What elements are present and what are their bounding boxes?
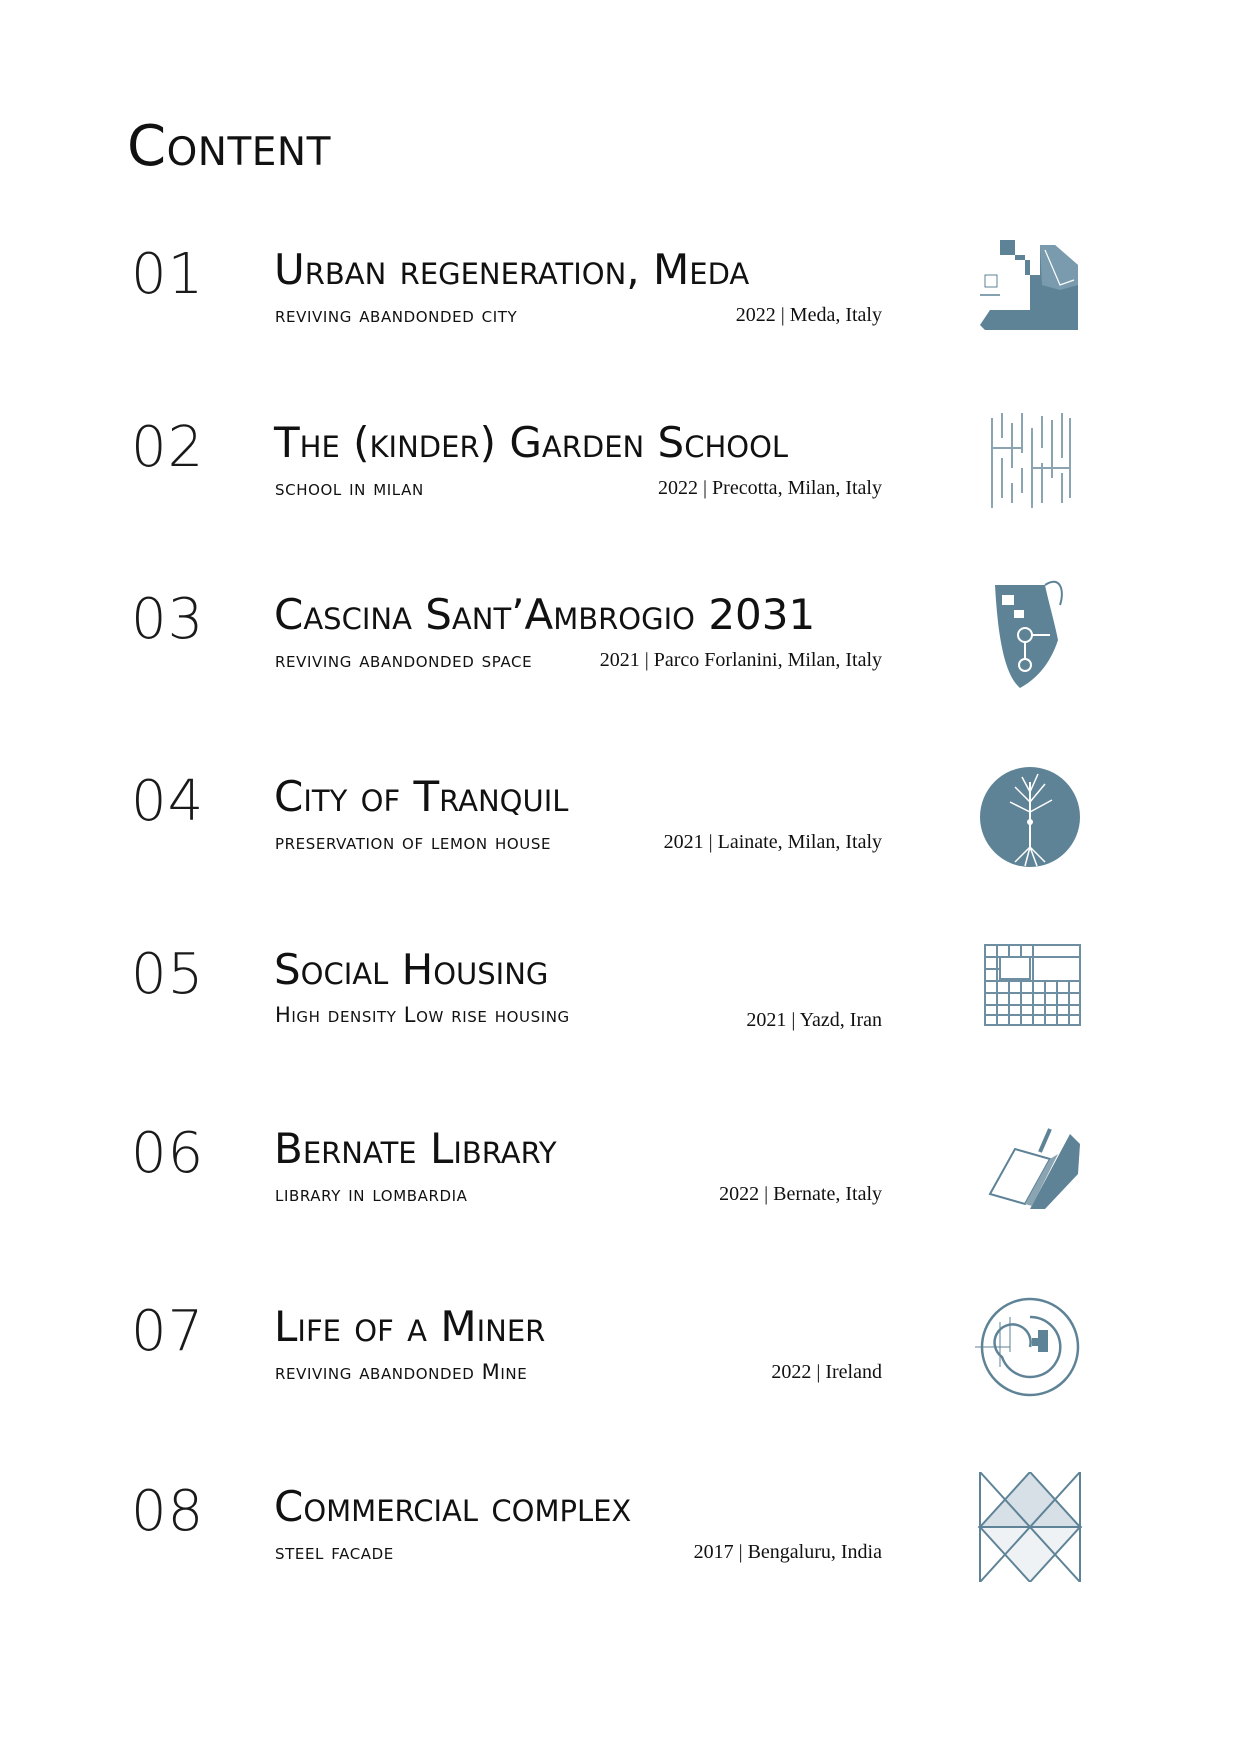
site-plan-icon (970, 235, 1090, 345)
entry-number: 01 (131, 242, 205, 307)
entry-number: 07 (131, 1299, 205, 1364)
triangle-pattern-icon (970, 1472, 1090, 1582)
spiral-circle-icon (970, 1292, 1090, 1402)
entry-number: 05 (131, 942, 205, 1007)
entry-title: Urban regeneration, Meda (274, 245, 750, 294)
entry-meta: 2022 | Meda, Italy (735, 304, 882, 326)
entry-title: The (kinder) Garden School (274, 418, 789, 467)
folded-planes-icon (970, 1114, 1090, 1224)
entry-meta: 2022 | Bernate, Italy (719, 1183, 882, 1205)
entry-meta: 2021 | Parco Forlanini, Milan, Italy (599, 649, 882, 671)
grid-housing-icon (970, 935, 1090, 1045)
content-entry-05[interactable] (0, 942, 1240, 1055)
content-entry-07[interactable] (0, 1299, 1240, 1412)
entry-subtitle: reviving abandonded Mine (275, 1360, 528, 1384)
entry-meta: 2021 | Lainate, Milan, Italy (663, 831, 882, 853)
page-title: Content (127, 114, 331, 179)
entry-meta: 2022 | Ireland (771, 1361, 882, 1383)
tree-circle-icon (970, 762, 1090, 872)
entry-number: 03 (131, 587, 205, 652)
content-entry-02[interactable] (0, 415, 1240, 528)
entry-subtitle: reviving abandonded city (275, 303, 518, 327)
entry-title: Commercial complex (274, 1482, 632, 1531)
content-entry-08[interactable] (0, 1479, 1240, 1592)
content-entry-03[interactable] (0, 587, 1240, 700)
entry-subtitle: steel facade (275, 1540, 394, 1564)
entry-title: Social Housing (274, 945, 549, 994)
entry-number: 06 (131, 1121, 205, 1186)
entry-title: Cascina Sant’Ambrogio 2031 (274, 590, 816, 639)
content-entry-04[interactable] (0, 769, 1240, 882)
entry-meta: 2021 | Yazd, Iran (746, 1009, 882, 1031)
entry-title: Life of a Miner (274, 1302, 546, 1351)
entry-title: City of Tranquil (274, 772, 569, 821)
content-entry-01[interactable] (0, 242, 1240, 355)
entry-title: Bernate Library (274, 1124, 557, 1173)
entry-number: 04 (131, 769, 205, 834)
content-entry-06[interactable] (0, 1121, 1240, 1234)
entry-meta: 2017 | Bengaluru, India (693, 1541, 882, 1563)
entry-subtitle: school in milan (275, 476, 424, 500)
entry-subtitle: preservation of lemon house (275, 830, 552, 854)
entry-subtitle: High density Low rise housing (275, 1003, 570, 1027)
entry-meta: 2022 | Precotta, Milan, Italy (658, 477, 882, 499)
entry-number: 08 (131, 1479, 205, 1544)
entry-number: 02 (131, 415, 205, 480)
entry-subtitle: library in lombardia (275, 1182, 468, 1206)
entry-subtitle: reviving abandonded space (275, 648, 533, 672)
shield-plan-icon (970, 580, 1090, 690)
barcode-lines-icon (970, 408, 1090, 518)
